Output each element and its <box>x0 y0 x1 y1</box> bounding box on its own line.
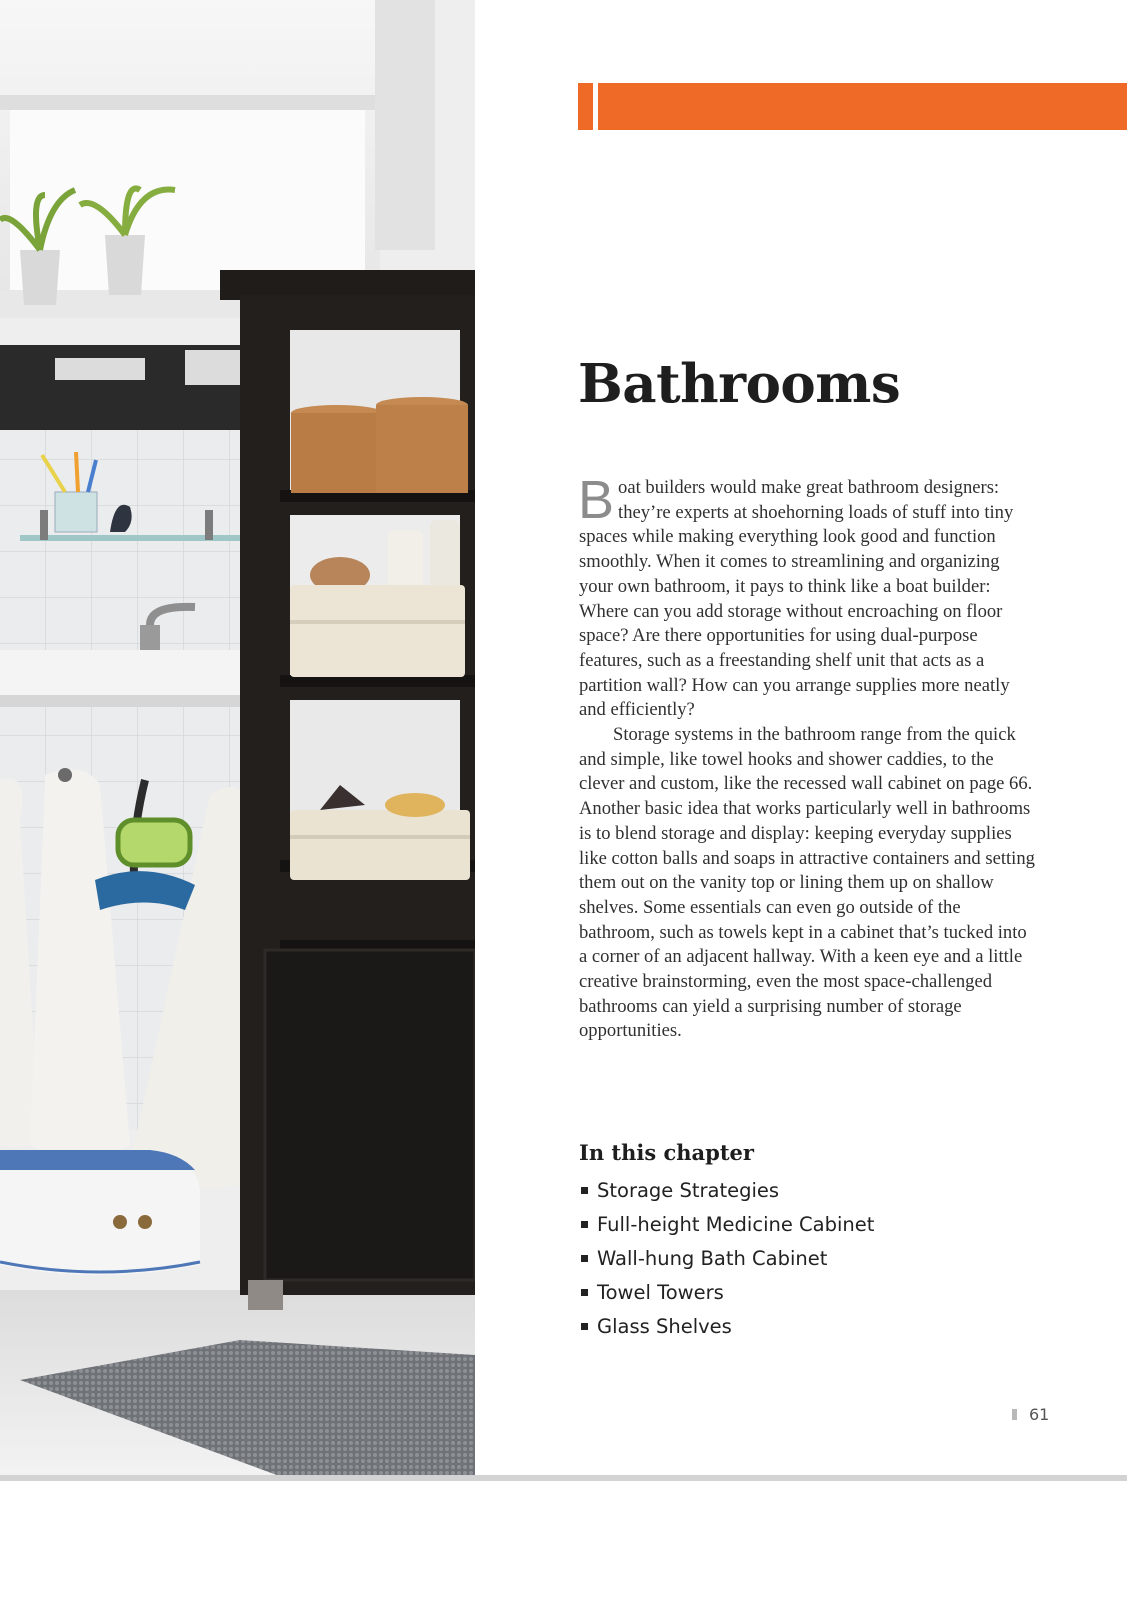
list-item <box>581 1275 874 1309</box>
intro-text <box>578 470 1037 1044</box>
intro-paragraph-1 <box>578 470 1037 723</box>
square-bullet-icon <box>581 1323 588 1330</box>
shelving-unit <box>220 270 475 1310</box>
page-number <box>1012 1405 1049 1424</box>
in-this-chapter-heading: In this chapter <box>579 1140 754 1165</box>
list-item <box>581 1207 874 1241</box>
list-item <box>581 1309 874 1343</box>
list-item-label: Wall-hung Bath Cabinet <box>597 1246 828 1270</box>
square-bullet-icon <box>581 1289 588 1296</box>
chapter-accent-bar <box>578 83 1127 130</box>
list-item-label: Glass Shelves <box>597 1314 732 1338</box>
list-item-label: Full-height Medicine Cabinet <box>597 1212 875 1236</box>
intro-paragraph-2: Storage systems in the bathroom range from the quick and simple, like towel hooks and shower caddies, to the clever and custom, like the recessed wall cabinet on page 66. Another basic idea that works particularly well in bathrooms is to blend storage and display: keeping everyday supplies like cotton balls and soaps in attractive containers and setting them out on the vanity top or lining them up on shallow shelves. Some essentials can even go outside of the bathroom, such as towels kept in a cabinet that’s tucked into a corner of an adjacent hallway. With a keen eye and a little creative brainstorming, even the most space-challenged bathrooms can yield a surprising number of storage opportunities. <box>579 724 1035 1042</box>
list-item-label: Storage Strategies <box>597 1178 780 1202</box>
list-item <box>581 1241 874 1275</box>
square-bullet-icon <box>581 1221 588 1228</box>
accent-bar-notch <box>593 83 598 130</box>
page-number-value: 61 <box>1029 1405 1050 1424</box>
page-number-mark-icon <box>1012 1409 1017 1420</box>
intro-paragraph-1-text: oat builders would make great bathroom designers: they’re experts at shoehorning loads of stuff into tiny spaces while making everything look good and function smoothly. When it comes to streamlining and organizing your own bathroom, it pays to think like a boat builder: Where can you add storage without encroaching on floor space? Are there opportunities for using dual-purpose features, such as a freestanding shelf unit that acts as a partition wall? How can you arrange supplies more neatly and efficiently? <box>579 477 1014 721</box>
list-item <box>581 1173 874 1207</box>
chapter-contents-list <box>581 1173 874 1343</box>
square-bullet-icon <box>581 1255 588 1262</box>
step-stool <box>0 1150 200 1275</box>
chapter-title: Bathrooms <box>578 353 901 415</box>
square-bullet-icon <box>581 1187 588 1194</box>
bathroom-photo <box>0 0 475 1480</box>
drop-cap: B <box>578 470 615 530</box>
list-item-label: Towel Towers <box>597 1280 724 1304</box>
bottom-rule <box>0 1475 1127 1481</box>
